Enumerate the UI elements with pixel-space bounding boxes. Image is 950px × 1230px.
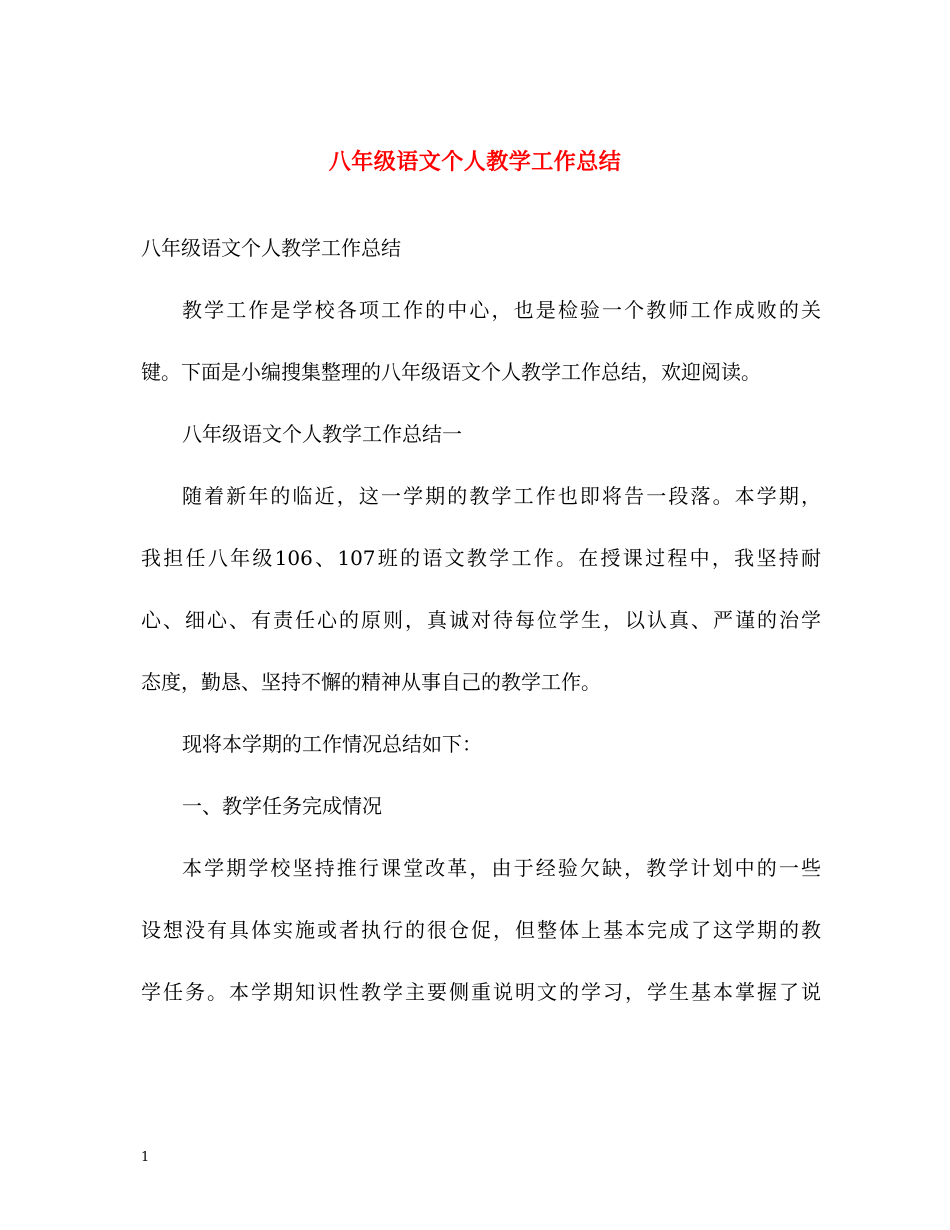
text-line: 现将本学期的工作情况总结如下： [182,732,482,756]
section-heading: 一、教学任务完成情况 [182,794,382,818]
page-number: 1 [141,1150,150,1165]
text-line: 随着新年的临近，这一学期的教学工作也即将告一段落。本学期， [182,484,821,508]
document-body [141,225,821,1031]
document-title: 八年级语文个人教学工作总结 [328,149,622,175]
text-line: 我担任八年级106、107班的语文教学工作。在授课过程中，我坚持耐 [141,546,821,570]
text-line: 学任务。本学期知识性教学主要侧重说明文的学习，学生基本掌握了说 [141,980,821,1004]
text-line: 态度，勤恳、坚持不懈的精神从事自己的教学工作。 [141,670,601,694]
text-line: 本学期学校坚持推行课堂改革，由于经验欠缺，教学计划中的一些 [182,856,821,880]
section-heading: 八年级语文个人教学工作总结一 [182,422,462,446]
text-line: 心、细心、有责任心的原则，真诚对待每位学生，以认真、严谨的治学 [141,608,821,632]
text-line: 键。下面是小编搜集整理的八年级语文个人教学工作总结，欢迎阅读。 [141,360,761,384]
section-heading: 八年级语文个人教学工作总结 [141,236,401,260]
text-line: 教学工作是学校各项工作的中心，也是检验一个教师工作成败的关 [182,298,821,322]
text-line: 设想没有具体实施或者执行的很仓促，但整体上基本完成了这学期的教 [141,918,821,942]
